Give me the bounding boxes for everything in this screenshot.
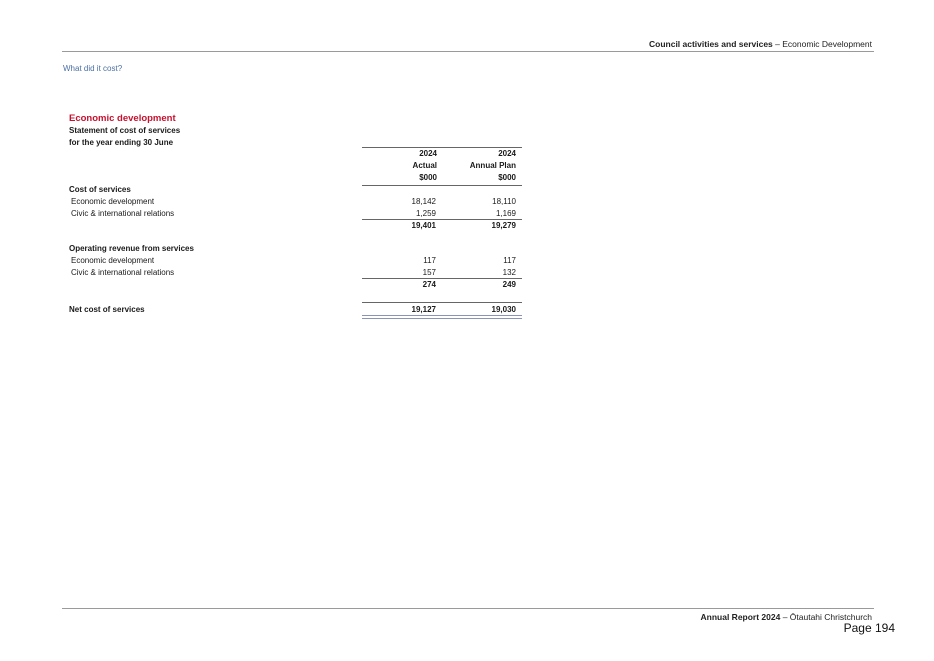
cost-total-plan: 19,279 xyxy=(491,221,516,230)
statement-title: Economic development xyxy=(69,113,176,124)
row-plan: 18,110 xyxy=(492,197,516,206)
footer-rule xyxy=(62,608,874,609)
column-header-end xyxy=(516,147,522,186)
row-plan: 132 xyxy=(502,268,516,277)
row-plan: 1,169 xyxy=(495,209,516,218)
revenue-total-plan: 249 xyxy=(502,280,516,289)
row-actual: 18,142 xyxy=(411,197,436,206)
column-year: 2024 xyxy=(498,149,516,158)
header-section-title: Council activities and services xyxy=(649,39,773,49)
row-actual: 117 xyxy=(423,256,436,265)
row-label: Economic development xyxy=(71,197,155,206)
row-actual: 157 xyxy=(422,268,436,277)
revenue-heading: Operating revenue from services xyxy=(69,244,194,253)
subtotal-rule xyxy=(362,219,522,220)
row-label: Civic & international relations xyxy=(71,209,175,218)
net-plan: 19,030 xyxy=(491,305,516,314)
column-type: Annual Plan xyxy=(469,161,516,170)
row-actual: 1,259 xyxy=(415,209,436,218)
column-year: 2024 xyxy=(419,149,437,158)
footer-report-title: Annual Report 2024 xyxy=(700,612,781,622)
page-number: Page 194 xyxy=(843,621,895,635)
footer-report-subtitle: – Ōtautahi Christchurch xyxy=(780,612,872,622)
row-label: Civic & international relations xyxy=(71,268,175,277)
cost-heading: Cost of services xyxy=(69,185,131,194)
column-header-actual xyxy=(362,147,437,186)
net-rule xyxy=(362,302,522,303)
revenue-total-actual: 274 xyxy=(422,280,436,289)
cost-total-actual: 19,401 xyxy=(411,221,436,230)
column-type: Actual xyxy=(412,161,437,170)
header-rule xyxy=(62,51,874,52)
row-label: Economic development xyxy=(71,256,155,265)
net-double-rule xyxy=(362,315,522,319)
net-actual: 19,127 xyxy=(411,305,436,314)
row-plan: 117 xyxy=(503,256,516,265)
subtotal-rule xyxy=(362,278,522,279)
running-header xyxy=(649,39,872,49)
column-unit: $000 xyxy=(419,173,437,182)
section-heading-link[interactable]: What did it cost? xyxy=(63,64,123,73)
column-unit: $000 xyxy=(498,173,516,182)
header-section-subtitle: – Economic Development xyxy=(772,39,872,49)
net-label: Net cost of services xyxy=(69,305,145,314)
statement-subtitle: Statement of cost of services xyxy=(69,126,181,135)
column-header-plan xyxy=(442,147,516,186)
statement-period: for the year ending 30 June xyxy=(69,138,174,147)
